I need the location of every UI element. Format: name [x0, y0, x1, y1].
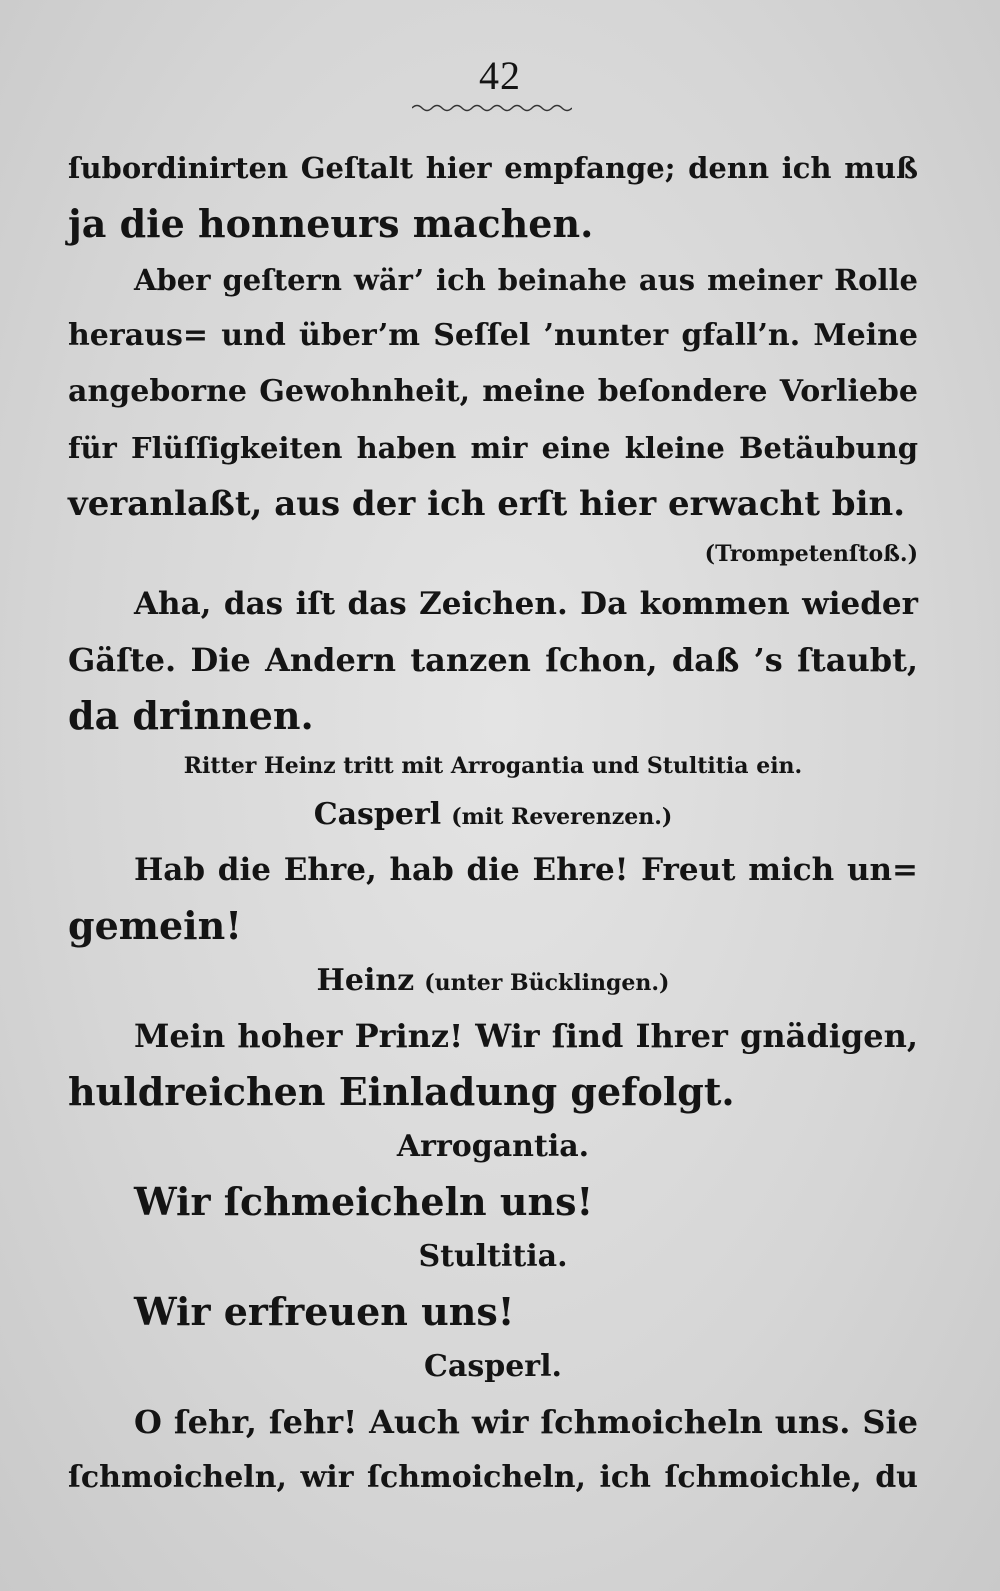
- text-line: huldreichen Einladung gefolgt.: [68, 1069, 735, 1114]
- decorative-rule: [412, 102, 572, 114]
- text-line: da drinnen.: [68, 693, 314, 738]
- text-line: Hab die Ehre, hab die Ehre! Freut mich un=: [134, 852, 918, 888]
- speaker-heading: Arrogantia.: [396, 1129, 590, 1164]
- text-line: Aber geſtern wär’ ich beinahe aus meiner Rolle: [134, 263, 918, 297]
- text-line: gemein!: [68, 903, 242, 948]
- speaker-heading: [68, 788, 918, 842]
- speaker-heading: [68, 954, 918, 1008]
- stage-direction: (mit Reverenzen.): [451, 804, 673, 830]
- stage-direction: (unter Bücklingen.): [424, 970, 670, 996]
- text-line: veranlaßt, aus der ich erſt hier erwacht bin.: [68, 484, 906, 524]
- text-line: Gäſte. Die Andern tanzen ſchon, daß ’s ſtaubt,: [68, 641, 918, 679]
- speaker-heading: Stultitia.: [418, 1239, 568, 1274]
- stage-direction: (Trompetenſtoß.): [704, 541, 918, 567]
- speaker-name: Heinz: [316, 963, 415, 998]
- text-line: heraus= und über’m Seſſel ’nunter gfall’n. Meine: [68, 318, 918, 353]
- stage-direction: Ritter Heinz tritt mit Arrogantia und Stultitia ein.: [183, 753, 803, 779]
- text-line: ſchmoicheln, wir ſchmoicheln, ich ſchmoichle, du: [68, 1460, 918, 1495]
- speaker-heading: Casperl.: [424, 1349, 562, 1384]
- page-text: [68, 140, 918, 1506]
- text-line: Wir erfreuen uns!: [134, 1289, 515, 1334]
- text-line: ſubordinirten Geſtalt hier empfange; denn ich muß: [68, 151, 918, 185]
- page-number: 42: [479, 53, 521, 98]
- text-line: angeborne Gewohnheit, meine beſondere Vorliebe: [68, 374, 918, 409]
- text-line: für Flüſſigkeiten haben mir eine kleine Betäubung: [68, 431, 918, 465]
- text-line: ja die honneurs machen.: [68, 201, 594, 246]
- text-line: Mein hoher Prinz! Wir ſind Ihrer gnädigen,: [134, 1017, 918, 1055]
- speaker-name: Casperl: [313, 797, 442, 832]
- text-line: Wir ſchmeicheln uns!: [134, 1179, 594, 1224]
- text-line: O ſehr, ſehr! Auch wir ſchmoicheln uns. Sie: [134, 1403, 918, 1441]
- text-line: Aha, das iſt das Zeichen. Da kommen wieder: [134, 586, 918, 622]
